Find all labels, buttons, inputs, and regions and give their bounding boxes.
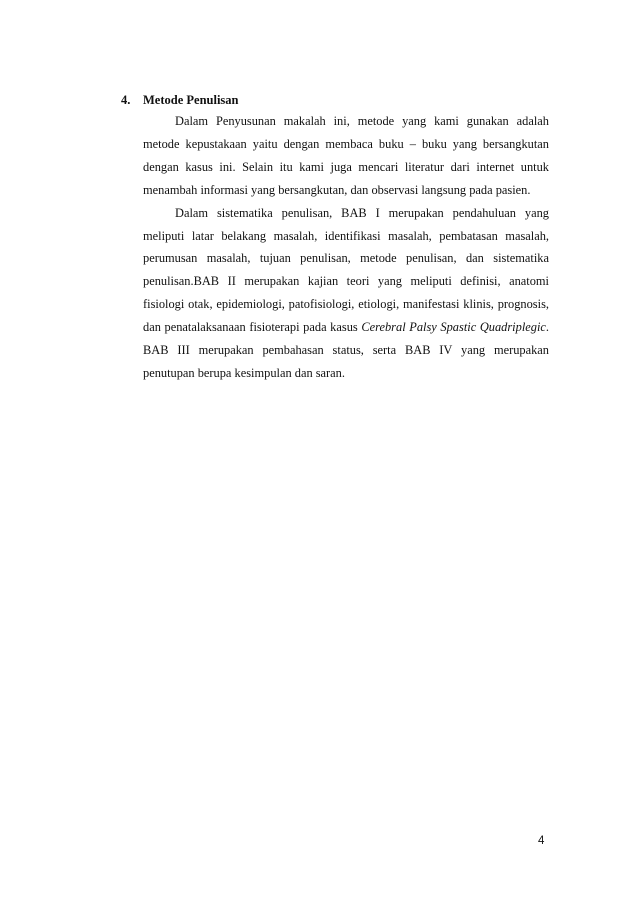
systematics-text-after: . BAB III merupakan pembahasan status, serta BAB IV yang merupakan penutupan berupa kesimpulan dan saran. — [143, 320, 550, 380]
paragraph-systematics — [143, 202, 549, 385]
italic-term: Cerebral Palsy Spastic Quadriplegic — [361, 320, 546, 335]
section-metode-penulisan — [121, 92, 549, 385]
section-heading — [121, 92, 549, 108]
section-body — [143, 110, 549, 385]
paragraph-method: Dalam Penyusunan makalah ini, metode yang kami gunakan adalah metode kepustakaan yaitu dengan membaca buku – buku yang bersangkutan dengan kasus ini. Selain itu kami juga mencari literatur dari internet untuk menambah informasi yang bersangkutan, dan observasi langsung pada pasien. — [143, 114, 549, 197]
section-title: Metode Penulisan — [143, 93, 239, 107]
page-number: 4 — [538, 835, 545, 847]
section-number: 4. — [121, 93, 131, 107]
systematics-text-before: Dalam sistematika penulisan, BAB I merupakan pendahuluan yang meliputi latar belakang masalah, identifikasi masalah, pembatasan masalah, perumusan masalah, tujuan penulisan, metode penulisan, dan sistematika penulisan.BAB II merupakan kajian teori yang meliputi definisi, anatomi fisiologi otak, epidemiologi, patofisiologi, etiologi, manifestasi klinis, prognosis, dan penatalaksanaan fisioterapi pada kasus — [143, 205, 549, 335]
